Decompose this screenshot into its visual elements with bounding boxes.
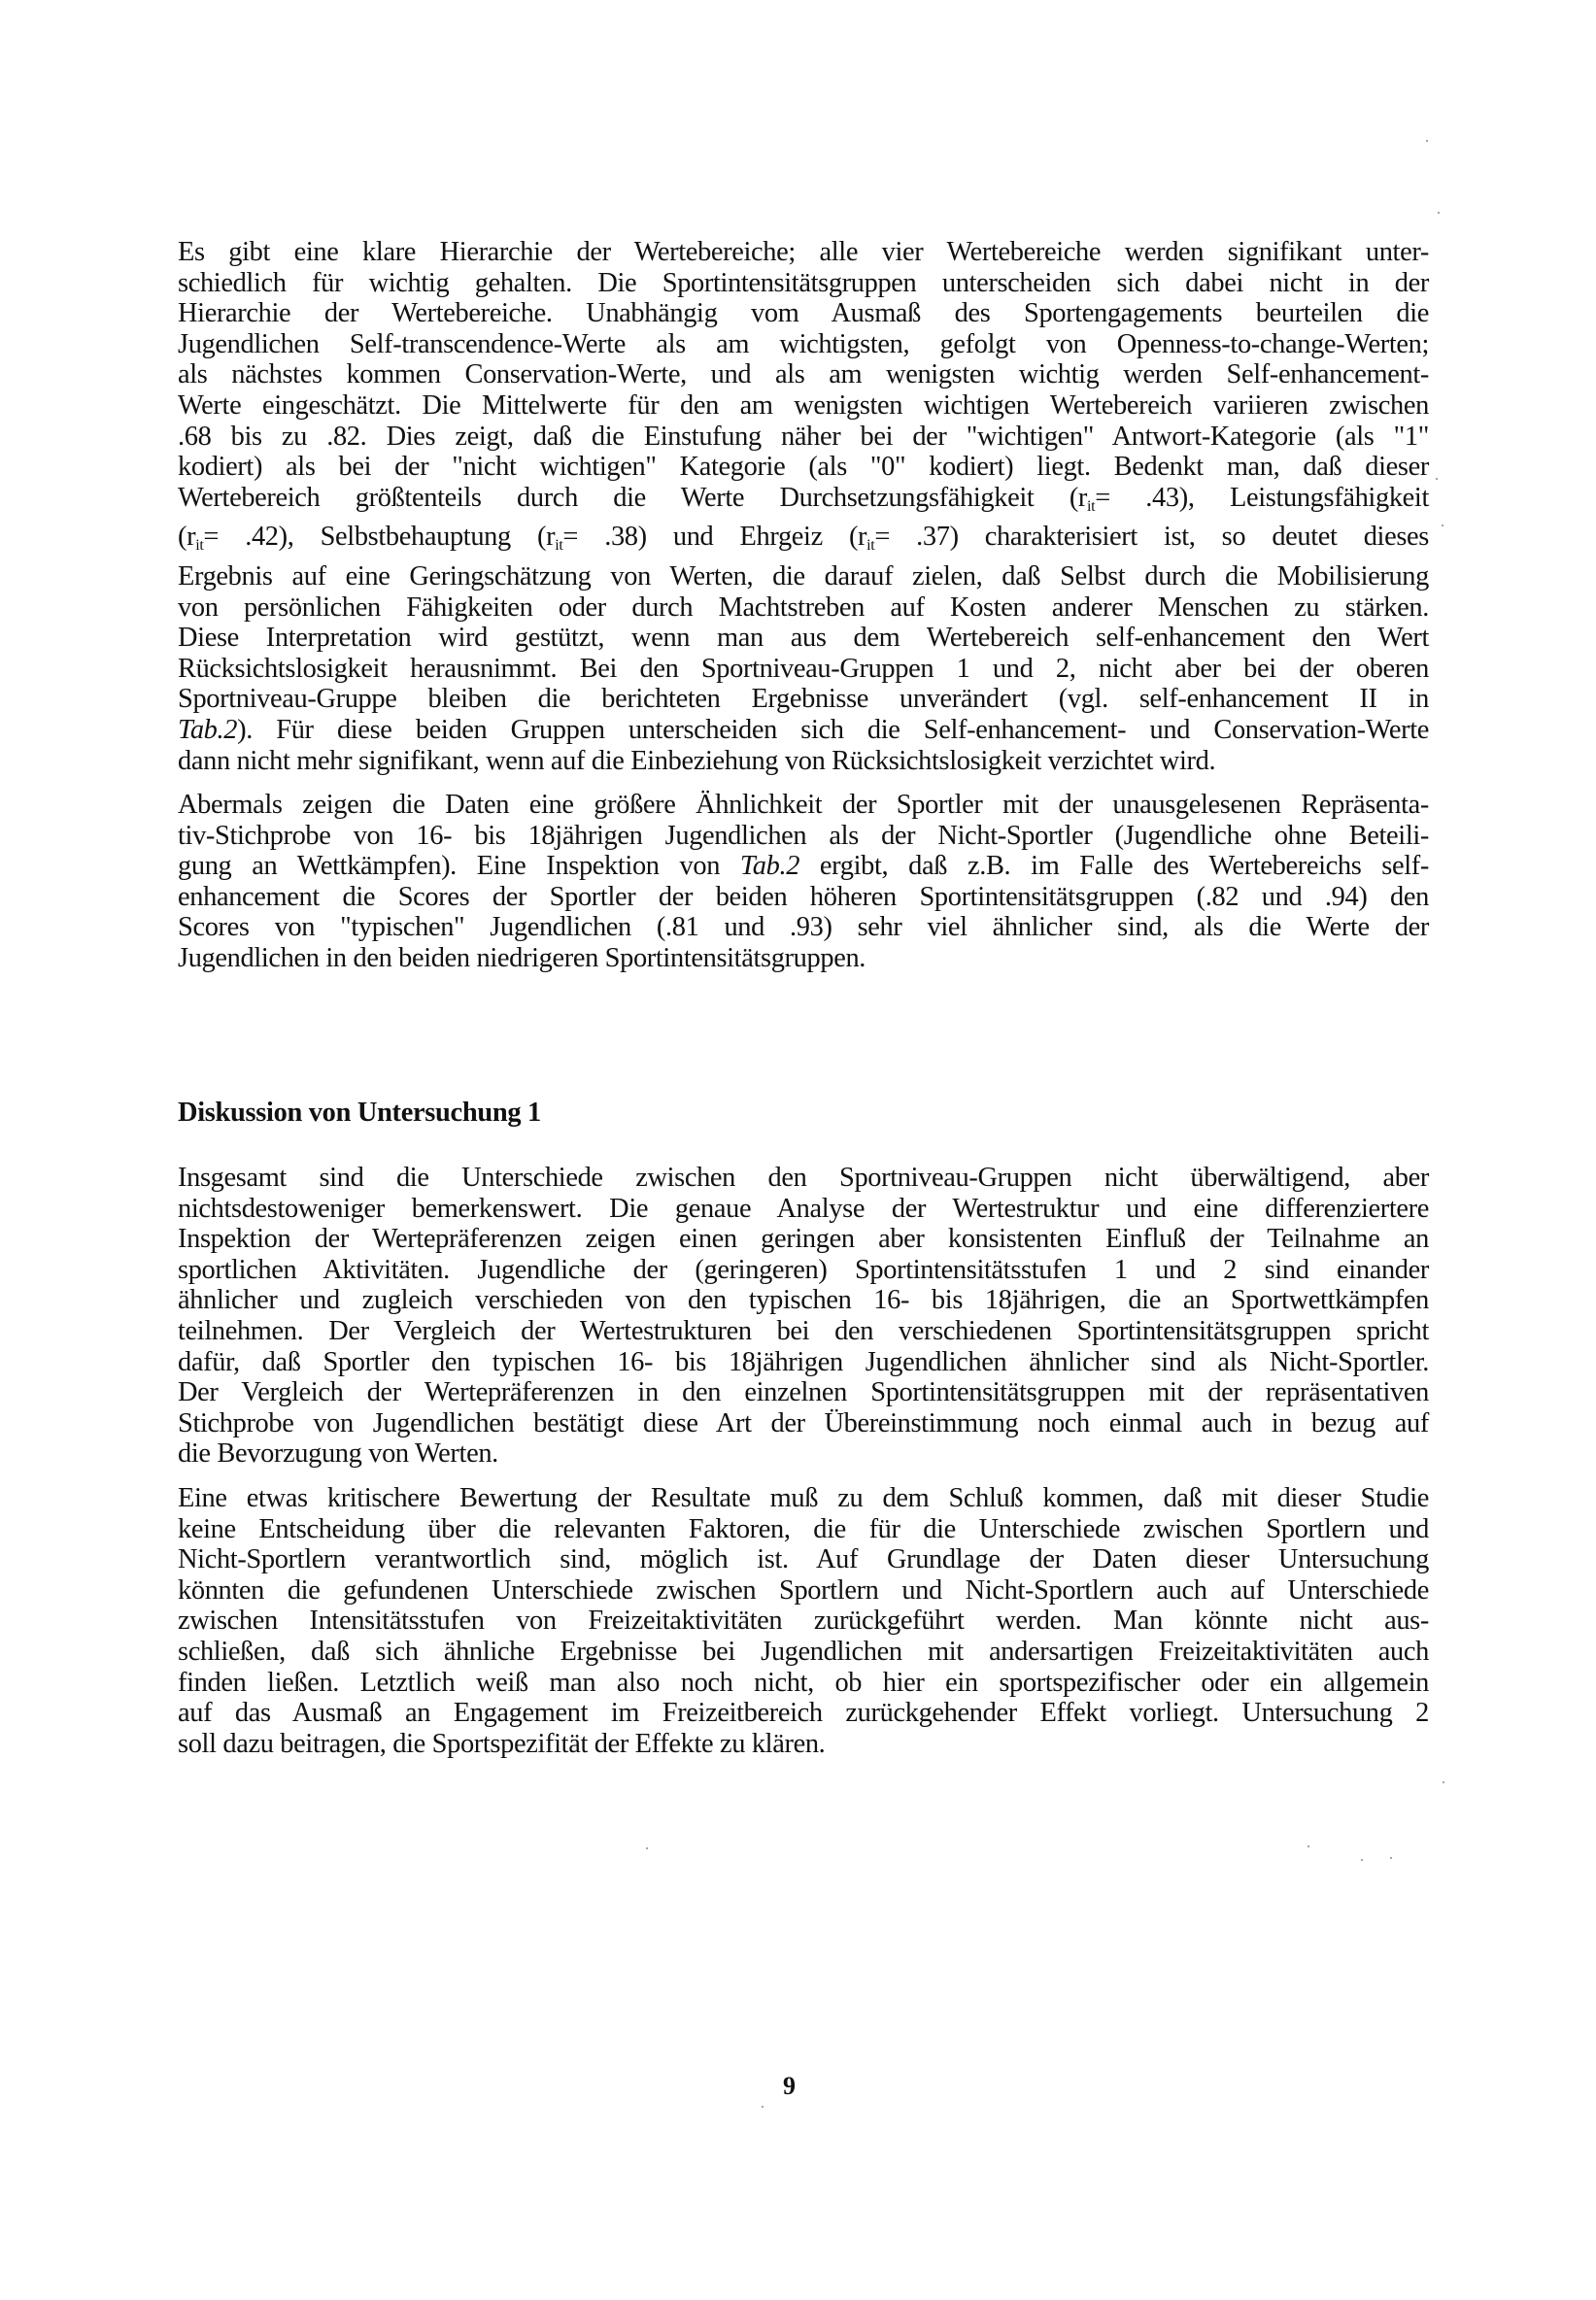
paragraph-similarity <box>178 790 1429 974</box>
discussion-body <box>178 1163 1429 1773</box>
text-line: soll dazu beitragen, die Sportspezifität der Effekte zu klären. <box>178 1728 826 1759</box>
text-line: als nächstes kommen Conservation-Werte, und als am wenigsten wichtig werden Self-enhancement- <box>178 359 1429 390</box>
text-line: enhancement die Scores der Sportler der beiden höheren Sportintensitätsgruppen (.82 und .94) den <box>178 881 1429 912</box>
text-line: Insgesamt sind die Unterschiede zwischen den Sportniveau-Gruppen nicht überwältigend, aber <box>178 1163 1429 1193</box>
text-line: Sportniveau-Gruppe bleiben die berichteten Ergebnisse unverändert (vgl. self-enhancement II in <box>178 684 1429 715</box>
text-line: Hierarchie der Wertebereiche. Unabhängig vom Ausmaß des Sportengagements beurteilen die <box>178 298 1429 329</box>
text-line: schiedlich für wichtig gehalten. Die Sportintensitätsgruppen unterscheiden sich dabei nicht in der <box>178 267 1429 298</box>
text-line-correlation <box>178 522 1429 561</box>
text-line: Rücksichtslosigkeit herausnimmt. Bei den Sportniveau-Gruppen 1 und 2, nicht aber bei der oberen <box>178 653 1429 684</box>
text-line-table-ref <box>178 715 1429 746</box>
scan-speck <box>646 1847 648 1849</box>
scan-speck <box>762 2106 764 2108</box>
text-line: Inspektion der Wertepräferenzen zeigen einen geringen aber konsistenten Einfluß der Teilnahme an <box>178 1224 1429 1255</box>
text-line: dann nicht mehr signifikant, wenn auf die Einbeziehung von Rücksichtslosigkeit verzichtet wird. <box>178 745 1216 776</box>
text-run: = .38) und Ehrgeiz (r <box>562 522 867 553</box>
text-line: könnten die gefundenen Unterschiede zwischen Sportlern und Nicht-Sportlern auch auf Unterschiede <box>178 1574 1429 1606</box>
text-line: Ergebnis auf eine Geringschätzung von Werten, die darauf zielen, daß Selbst durch die Mobilisierung <box>178 560 1429 592</box>
text-line: Stichprobe von Jugendlichen bestätigt diese Art der Übereinstimmung noch einmal auch in bezug auf <box>178 1407 1429 1438</box>
text-line: Abermals zeigen die Daten eine größere Ähnlichkeit der Sportler mit der unausgelesenen Repräsenta- <box>178 790 1429 821</box>
scan-speck <box>1426 140 1428 142</box>
document-body <box>178 237 1429 988</box>
text-line: finden ließen. Letztlich weiß man also noch nicht, ob hier ein sportspezifischer oder ein allgemein <box>178 1667 1429 1698</box>
text-line: teilnehmen. Der Vergleich der Wertestrukturen bei den verschiedenen Sportintensitätsgruppen spricht <box>178 1315 1429 1346</box>
text-line: Diese Interpretation wird gestützt, wenn man aus dem Wertebereich self-enhancement den Wert <box>178 623 1429 654</box>
text-line: Jugendlichen in den beiden niedrigeren Sportintensitätsgruppen. <box>178 943 866 974</box>
text-line-table-ref <box>178 851 1429 882</box>
section-heading: Diskussion von Untersuchung 1 <box>178 1098 541 1128</box>
scan-speck <box>1438 212 1440 214</box>
text-line: ähnlicher und zugleich verschieden von den typischen 16- bis 18jährigen, die an Sportwettkämpfen <box>178 1285 1429 1316</box>
text-line: tiv-Stichprobe von 16- bis 18jährigen Jugendlichen als der Nicht-Sportler (Jugendliche ohne Beteili- <box>178 820 1429 851</box>
text-line: schließen, daß sich ähnliche Ergebnisse bei Jugendlichen mit andersartigen Freizeitaktivitäten auch <box>178 1636 1429 1667</box>
scan-speck <box>1442 524 1443 526</box>
text-line: von persönlichen Fähigkeiten oder durch Machtstreben auf Kosten anderer Menschen zu stärken. <box>178 592 1429 623</box>
text-run: = .42), Selbstbehauptung (r <box>203 522 556 553</box>
text-line: .68 bis zu .82. Dies zeigt, daß die Einstufung näher bei der "wichtigen" Antwort-Kategorie (als "1" <box>178 421 1429 452</box>
paragraph-value-hierarchy <box>178 237 1429 776</box>
text-run: ). Für diese beiden Gruppen unterscheiden sich die Self-enhancement- und Conservation-Werte <box>237 714 1429 745</box>
text-line: zwischen Intensitätsstufen von Freizeitaktivitäten zurückgeführt werden. Man könnte nicht aus- <box>178 1606 1429 1637</box>
text-line: kodiert) als bei der "nicht wichtigen" Kategorie (als "0" kodiert) liegt. Bedenkt man, daß dieser <box>178 452 1429 483</box>
subscript: it <box>1087 497 1096 515</box>
text-line: dafür, daß Sportler den typischen 16- bis 18jährigen Jugendlichen ähnlicher sind als Nicht-Sportler. <box>178 1346 1429 1377</box>
text-line: Nicht-Sportlern verantwortlich sind, möglich ist. Auf Grundlage der Daten dieser Untersuchung <box>178 1544 1429 1575</box>
text-line: Werte eingeschätzt. Die Mittelwerte für den am wenigsten wichtigen Wertebereich variieren zwischen <box>178 389 1429 421</box>
subscript: it <box>555 537 563 555</box>
text-run: = .37) charakterisiert ist, so deutet dieses <box>874 522 1429 553</box>
paragraph-discussion-summary <box>178 1163 1429 1470</box>
table-reference: Tab.2 <box>739 851 800 882</box>
text-run: = .43), Leistungsfähigkeit <box>1095 482 1429 513</box>
scan-speck <box>1361 1859 1363 1861</box>
text-line: Eine etwas kritischere Bewertung der Resultate muß zu dem Schluß kommen, daß mit dieser Studie <box>178 1482 1429 1513</box>
text-line: Es gibt eine klare Hierarchie der Wertebereiche; alle vier Wertebereiche werden signifikant unter- <box>178 237 1429 267</box>
subscript: it <box>195 537 204 555</box>
text-line: auf das Ausmaß an Engagement im Freizeitbereich zurückgehender Effekt vorliegt. Untersuchung 2 <box>178 1698 1429 1729</box>
page-number: 9 <box>783 2072 796 2100</box>
text-line: keine Entscheidung über die relevanten Faktoren, die für die Unterschiede zwischen Sportlern und <box>178 1513 1429 1544</box>
scan-speck <box>1307 1845 1309 1847</box>
text-line: nichtsdestoweniger bemerkenswert. Die genaue Analyse der Wertestruktur und eine differenziertere <box>178 1193 1429 1224</box>
table-reference: Tab.2 <box>178 714 238 745</box>
subscript: it <box>866 537 875 555</box>
scan-speck <box>1436 478 1438 480</box>
paragraph-critical-evaluation <box>178 1483 1429 1759</box>
scan-speck <box>1390 1857 1392 1859</box>
text-line: Der Vergleich der Wertepräferenzen in den einzelnen Sportintensitätsgruppen mit der repräsentativen <box>178 1377 1429 1408</box>
text-line: Jugendlichen Self-transcendence-Werte als am wichtigsten, gefolgt von Openness-to-change-Werten; <box>178 328 1429 359</box>
text-run: gung an Wettkämpfen). Eine Inspektion von <box>178 851 740 882</box>
text-line: Scores von "typischen" Jugendlichen (.81 und .93) sehr viel ähnlicher sind, als die Werte der <box>178 912 1429 943</box>
text-line: die Bevorzugung von Werten. <box>178 1438 498 1470</box>
text-line: sportlichen Aktivitäten. Jugendliche der (geringeren) Sportintensitätsstufen 1 und 2 sind einander <box>178 1254 1429 1285</box>
text-run: ergibt, daß z.B. im Falle des Wertebereichs self- <box>799 851 1429 882</box>
text-run: Wertebereich größtenteils durch die Werte Durchsetzungsfähigkeit (r <box>178 482 1088 513</box>
scan-speck <box>1443 1781 1444 1783</box>
text-run: (r <box>178 522 196 553</box>
text-line-correlation <box>178 483 1429 523</box>
